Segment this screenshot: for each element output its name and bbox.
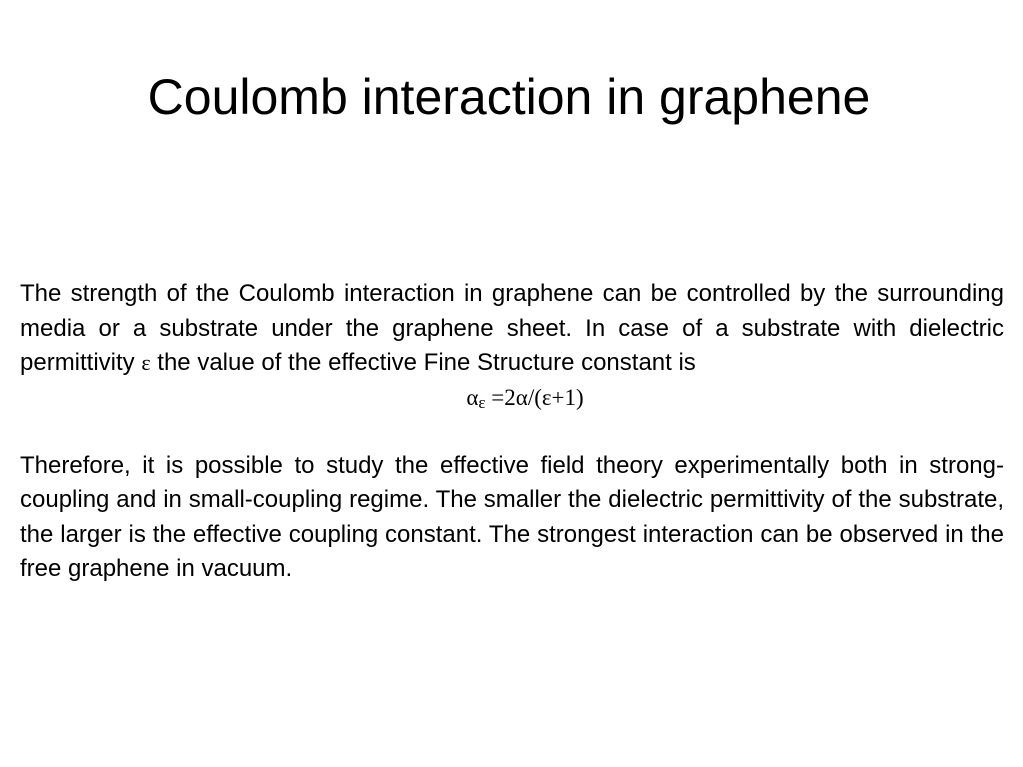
slide-title: Coulomb interaction in graphene — [147, 69, 871, 125]
slide-body — [20, 277, 1004, 587]
paragraph-1-text-b: the value of the effective Fine Structure constant is — [157, 349, 696, 376]
paragraph-spacer — [20, 415, 1004, 449]
formula-rhs: =2α/(ε+1) — [491, 384, 584, 410]
formula-subscript: ε — [478, 392, 486, 412]
paragraph-effective-field-theory: Therefore, it is possible to study the effective field theory experimentally both in strong-coupling and in small-coupling regime. The smaller the dielectric permittivity of the substrate, the larger is the effective coupling constant. The strongest interaction can be observed in the free graphene in vacuum. — [20, 451, 1004, 582]
epsilon-symbol: ε — [141, 350, 151, 375]
formula-alpha: α — [466, 384, 479, 410]
fine-structure-formula — [20, 381, 1004, 415]
paragraph-coulomb-strength — [20, 277, 1004, 381]
paragraph-1-text-a: The strength of the Coulomb interaction in graphene can be controlled by the surrounding media or a substrate under the graphene sheet. In case of a substrate with dielectric permittivity — [20, 280, 1004, 376]
